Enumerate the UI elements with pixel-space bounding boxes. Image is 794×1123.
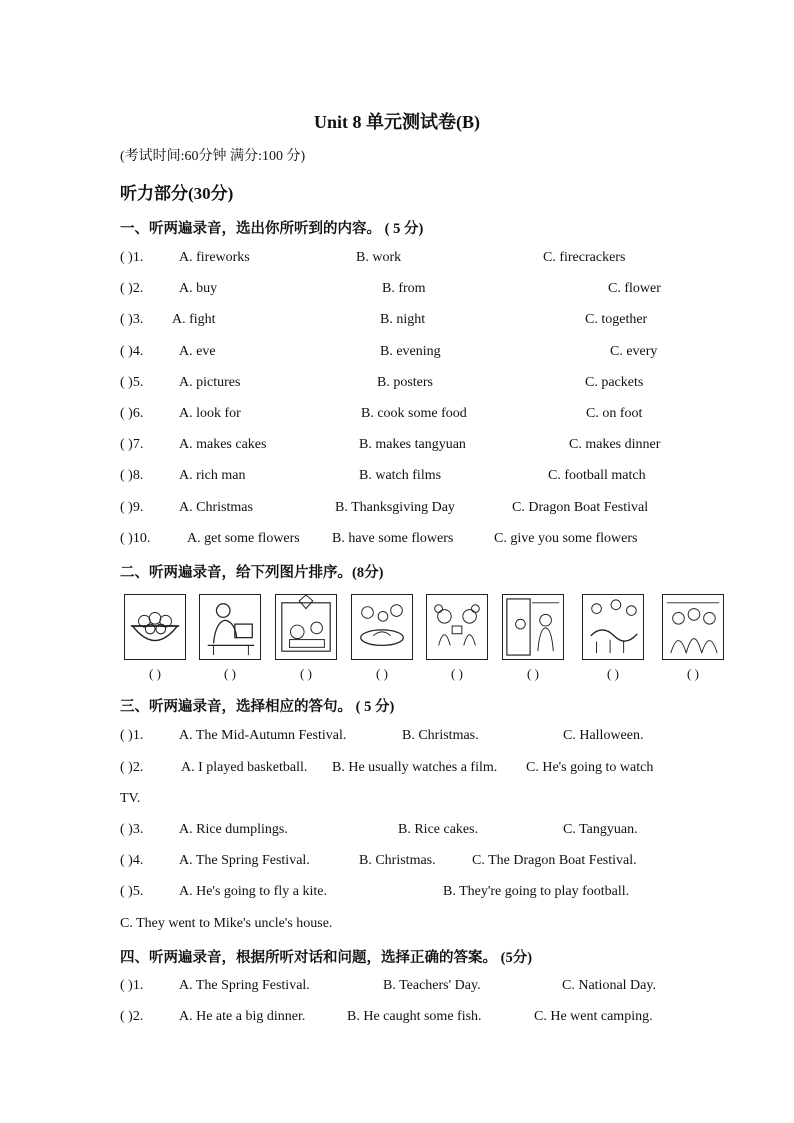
answer-blank[interactable]: ( )5.: [120, 884, 144, 899]
question-continuation: C. They went to Mike's uncle's house.: [120, 916, 333, 931]
question-row: [120, 437, 680, 457]
answer-blank[interactable]: ( )6.: [120, 406, 144, 421]
option-b: B. Thanksgiving Day: [335, 500, 455, 515]
option-a: A. The Spring Festival.: [179, 978, 310, 993]
answer-blank[interactable]: ( )10.: [120, 531, 151, 546]
order-blank[interactable]: ( ): [149, 666, 161, 681]
answer-blank[interactable]: ( )1.: [120, 250, 144, 265]
option-c: C. makes dinner: [569, 437, 661, 452]
option-b: B. makes tangyuan: [359, 437, 466, 452]
option-a: A. look for: [179, 406, 241, 421]
option-a: A. He ate a big dinner.: [179, 1009, 306, 1024]
answer-blank[interactable]: ( )5.: [120, 375, 144, 390]
option-b: B. Teachers' Day.: [383, 978, 481, 993]
option-c: C. Tangyuan.: [563, 822, 638, 837]
answer-blank[interactable]: ( )2.: [120, 1009, 144, 1024]
option-b: B. He usually watches a film.: [332, 760, 498, 775]
option-a: A. eve: [179, 344, 216, 359]
answer-blank[interactable]: ( )9.: [120, 500, 144, 515]
order-blank[interactable]: ( ): [300, 666, 312, 681]
answer-blank[interactable]: ( )1.: [120, 978, 144, 993]
answer-blank[interactable]: ( )4.: [120, 344, 144, 359]
question-row: [120, 281, 680, 301]
chinese-new-year-picture: [275, 594, 337, 660]
option-a: A. fight: [172, 312, 216, 327]
option-c: C. The Dragon Boat Festival.: [472, 853, 637, 868]
order-blank[interactable]: ( ): [376, 666, 388, 681]
question-continuation: TV.: [120, 791, 141, 806]
order-blank[interactable]: ( ): [687, 666, 699, 681]
option-a: A. makes cakes: [179, 437, 267, 452]
question-row: [120, 884, 680, 904]
option-b: B. Christmas.: [359, 853, 436, 868]
question-row: [120, 468, 680, 488]
answer-blank[interactable]: ( )4.: [120, 853, 144, 868]
option-c: C. firecrackers: [543, 250, 626, 265]
option-c: C. together: [585, 312, 648, 327]
option-c: C. give you some flowers: [494, 531, 638, 546]
question-row: [120, 760, 680, 780]
option-b: B. He caught some fish.: [347, 1009, 482, 1024]
question-row: [120, 822, 680, 842]
question-row: [120, 728, 680, 748]
question-row: [120, 500, 680, 520]
option-c: C. Halloween.: [563, 728, 644, 743]
group-portrait-picture: [662, 594, 724, 660]
question-row: [120, 344, 680, 364]
question-row: [120, 531, 680, 551]
section-1-heading: 一、听两遍录音，选出你所听到的内容。 ( 5 分): [120, 221, 424, 237]
option-c: C. He's going to watch: [526, 760, 654, 775]
question-row: [120, 312, 680, 332]
option-a: A. buy: [179, 281, 218, 296]
option-c: C. packets: [585, 375, 644, 390]
section-2-heading: 二、听两遍录音，给下列图片排序。(8分): [120, 565, 384, 581]
option-a: A. get some flowers: [187, 531, 300, 546]
listening-part-heading: 听力部分(30分): [120, 184, 234, 203]
computer-person-picture: [199, 594, 261, 660]
question-row: [120, 853, 680, 873]
option-a: A. Rice dumplings.: [179, 822, 288, 837]
option-a: A. rich man: [179, 468, 246, 483]
question-row: [120, 375, 680, 395]
question-row: [120, 406, 680, 426]
answer-blank[interactable]: ( )7.: [120, 437, 144, 452]
option-b: B. work: [356, 250, 402, 265]
option-b: B. night: [380, 312, 426, 327]
order-blank[interactable]: ( ): [224, 666, 236, 681]
answer-blank[interactable]: ( )3.: [120, 312, 144, 327]
question-row: [120, 250, 680, 270]
option-c: C. every: [610, 344, 658, 359]
option-c: C. on foot: [586, 406, 643, 421]
option-c: C. National Day.: [562, 978, 656, 993]
answer-blank[interactable]: ( )8.: [120, 468, 144, 483]
answer-blank[interactable]: ( )3.: [120, 822, 144, 837]
family-dinner-picture: [351, 594, 413, 660]
option-b: B. Rice cakes.: [398, 822, 479, 837]
option-b: B. from: [382, 281, 426, 296]
order-blank[interactable]: ( ): [607, 666, 619, 681]
mice-picture: [426, 594, 488, 660]
option-a: A. The Mid-Autumn Festival.: [179, 728, 347, 743]
exam-info: (考试时间:60分钟 满分:100 分): [120, 149, 306, 164]
door-visit-picture: [502, 594, 564, 660]
option-c: C. He went camping.: [534, 1009, 653, 1024]
option-b: B. watch films: [359, 468, 442, 483]
answer-blank[interactable]: ( )2.: [120, 281, 144, 296]
option-b: B. Christmas.: [402, 728, 479, 743]
option-a: A. pictures: [179, 375, 241, 390]
option-a: A. Christmas: [179, 500, 253, 515]
section-3-heading: 三、听两遍录音，选择相应的答句。 ( 5 分): [120, 699, 395, 715]
order-blank[interactable]: ( ): [451, 666, 463, 681]
question-row: [120, 978, 680, 998]
answer-blank[interactable]: ( )1.: [120, 728, 144, 743]
option-b: B. posters: [377, 375, 433, 390]
order-blank[interactable]: ( ): [527, 666, 539, 681]
option-b: B. They're going to play football.: [443, 884, 630, 899]
question-row: [120, 1009, 680, 1029]
option-a: A. fireworks: [179, 250, 250, 265]
dragon-dance-picture: [582, 594, 644, 660]
option-b: B. cook some food: [361, 406, 467, 421]
option-c: C. football match: [548, 468, 646, 483]
option-c: C. Dragon Boat Festival: [512, 500, 649, 515]
picture-strip: [124, 594, 734, 684]
option-b: B. have some flowers: [332, 531, 454, 546]
option-b: B. evening: [380, 344, 441, 359]
tangyuan-bowl-picture: [124, 594, 186, 660]
option-a: A. The Spring Festival.: [179, 853, 310, 868]
option-a: A. I played basketball.: [181, 760, 308, 775]
section-4-heading: 四、听两遍录音，根据所听对话和问题，选择正确的答案。 (5分): [120, 950, 533, 966]
option-a: A. He's going to fly a kite.: [179, 884, 327, 899]
page-title: Unit 8 单元测试卷(B): [314, 112, 480, 132]
answer-blank[interactable]: ( )2.: [120, 760, 144, 775]
option-c: C. flower: [608, 281, 661, 296]
